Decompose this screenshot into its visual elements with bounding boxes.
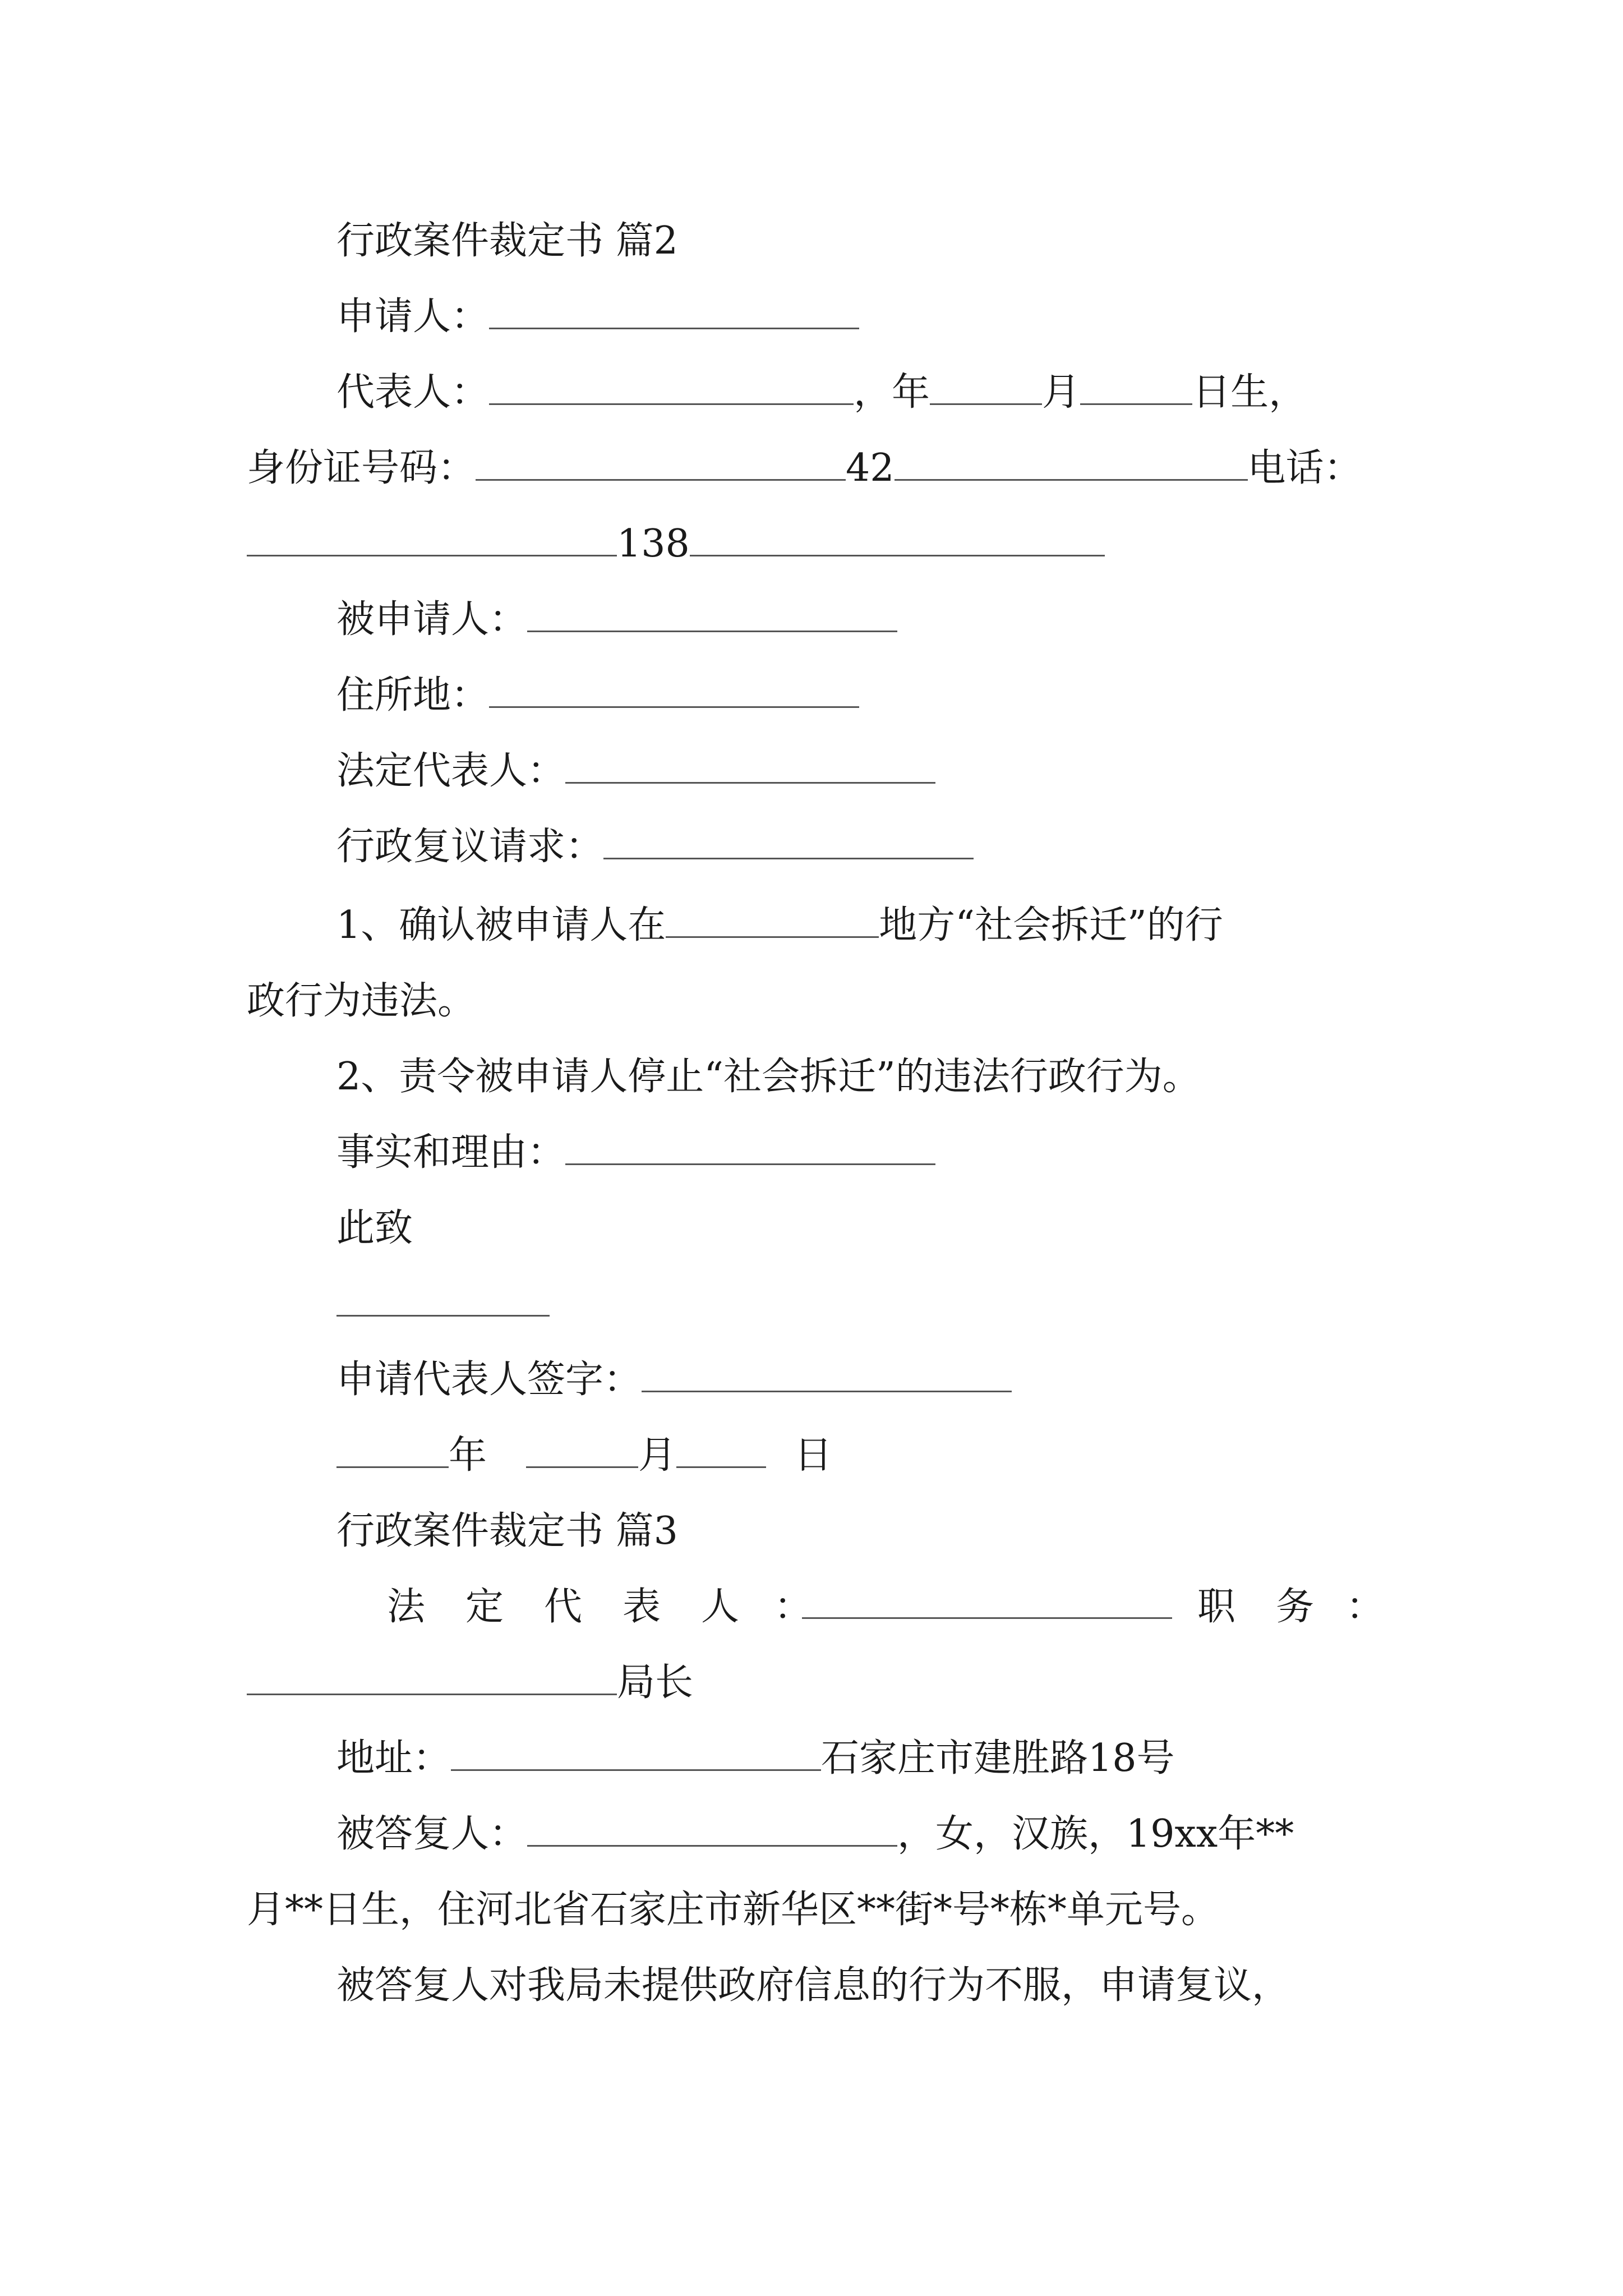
legal-rep-line bbox=[336, 749, 935, 794]
legal-rep2-char-4: 表 bbox=[623, 1585, 661, 1629]
rep-day-label: 日生， bbox=[1192, 370, 1307, 415]
phone-label: 电话： bbox=[1247, 446, 1362, 490]
req1-place-blank bbox=[666, 904, 879, 938]
date-year-label: 年 bbox=[449, 1433, 487, 1478]
request-blank bbox=[603, 825, 974, 859]
applicant-label: 申请人： bbox=[336, 295, 490, 339]
addressee-line bbox=[336, 1282, 550, 1327]
addressee-blank bbox=[336, 1282, 550, 1317]
signature-line bbox=[336, 1358, 1012, 1402]
body-paragraph-text: 被答复人对我局未提供政府信息的行为不服，申请复议， bbox=[336, 1963, 1290, 2008]
id-blank-1 bbox=[476, 447, 846, 481]
request-item-1 bbox=[336, 903, 1223, 948]
sign-label: 申请代表人签字： bbox=[336, 1358, 642, 1402]
phone-prefix: 138 bbox=[617, 522, 690, 566]
facts-blank bbox=[565, 1131, 935, 1165]
date-year-blank bbox=[336, 1434, 449, 1468]
id-number-line bbox=[247, 446, 1362, 491]
section-title-2 bbox=[336, 219, 678, 264]
legal-rep2-char-6: ： bbox=[774, 1585, 813, 1629]
legal-rep2-char-1: 法 bbox=[387, 1585, 426, 1629]
phone-blank-1 bbox=[247, 522, 617, 556]
request-line bbox=[336, 825, 974, 869]
date-day-label: 日 bbox=[794, 1433, 833, 1478]
duty-value: 局长 bbox=[617, 1660, 694, 1705]
representative-line bbox=[336, 370, 1307, 415]
signature-blank bbox=[642, 1358, 1012, 1392]
facts-line bbox=[336, 1130, 935, 1175]
replied-label: 被答复人： bbox=[336, 1812, 528, 1856]
legal-rep-blank bbox=[565, 749, 935, 784]
address2-blank bbox=[451, 1737, 821, 1771]
greeting-line bbox=[336, 1206, 413, 1251]
request-label: 行政复议请求： bbox=[336, 825, 604, 869]
req2-text: 2、责令被申请人停止“社会拆迁”的违法行政行为。 bbox=[336, 1055, 1201, 1099]
rep-year-label: 年 bbox=[892, 370, 930, 415]
id-blank-2 bbox=[895, 447, 1248, 481]
request-item-2 bbox=[336, 1055, 1201, 1099]
greeting-text: 此致 bbox=[336, 1206, 413, 1250]
rep-year-blank bbox=[930, 371, 1042, 405]
request-item-1-cont bbox=[247, 979, 476, 1024]
duty-blank bbox=[247, 1661, 617, 1695]
legal-rep-duty-line bbox=[0, 1585, 1623, 1630]
title-text: 行政案件裁定书 篇2 bbox=[336, 219, 678, 263]
replied-line bbox=[336, 1812, 1294, 1857]
rep-comma: ， bbox=[854, 370, 892, 415]
legal-rep2-blank bbox=[802, 1585, 1172, 1619]
facts-label: 事实和理由： bbox=[336, 1130, 566, 1175]
req1-part-a: 1、确认被申请人在 bbox=[336, 903, 666, 947]
phone-line bbox=[247, 522, 1105, 567]
req1-part-b: 地方“社会拆迁”的行 bbox=[879, 903, 1223, 947]
duty-char-3: ： bbox=[1346, 1585, 1385, 1629]
req1-part-c: 政行为违法。 bbox=[247, 979, 476, 1023]
legal-rep2-char-2: 定 bbox=[465, 1585, 504, 1629]
legal-rep2-char-3: 代 bbox=[544, 1585, 583, 1629]
duty-value-line bbox=[247, 1660, 693, 1705]
replied-blank bbox=[527, 1812, 897, 1847]
applicant-line bbox=[336, 295, 859, 339]
title-text: 行政案件裁定书 篇3 bbox=[336, 1509, 678, 1553]
legal-rep2-char-5: 人 bbox=[701, 1585, 740, 1629]
applicant-blank bbox=[489, 295, 859, 329]
duty-char-1: 职 bbox=[1197, 1585, 1236, 1629]
section-title-3 bbox=[336, 1509, 678, 1554]
address2-label: 地址： bbox=[336, 1736, 451, 1780]
replied-line-cont bbox=[247, 1888, 1219, 1932]
date-line bbox=[336, 1433, 832, 1478]
rep-month-blank bbox=[1080, 371, 1192, 405]
date-month-label: 月 bbox=[638, 1433, 677, 1478]
id-prefix: 42 bbox=[846, 446, 895, 490]
address-line bbox=[336, 673, 859, 718]
duty-char-2: 务 bbox=[1276, 1585, 1315, 1629]
date-month-blank bbox=[526, 1434, 638, 1468]
rep-name-blank bbox=[489, 371, 854, 405]
replied-info: ，女，汉族，19xx年** bbox=[897, 1812, 1294, 1856]
address-blank bbox=[489, 674, 859, 708]
rep-label: 代表人： bbox=[336, 370, 490, 415]
id-label: 身份证号码： bbox=[247, 446, 476, 490]
date-day-blank bbox=[676, 1434, 766, 1468]
rep-month-label: 月 bbox=[1042, 370, 1081, 415]
phone-blank-2 bbox=[690, 522, 1105, 556]
legal-rep-label: 法定代表人： bbox=[336, 749, 566, 793]
address2-value: 石家庄市建胜路18号 bbox=[821, 1736, 1175, 1780]
body-paragraph bbox=[336, 1963, 1290, 2008]
respondent-label: 被申请人： bbox=[336, 597, 528, 642]
address-label: 住所地： bbox=[336, 673, 490, 717]
respondent-blank bbox=[527, 598, 897, 632]
respondent-line bbox=[336, 597, 897, 642]
replied-info-2: 月**日生，住河北省石家庄市新华区**街*号*栋*单元号。 bbox=[247, 1888, 1220, 1932]
address2-line bbox=[336, 1736, 1175, 1781]
